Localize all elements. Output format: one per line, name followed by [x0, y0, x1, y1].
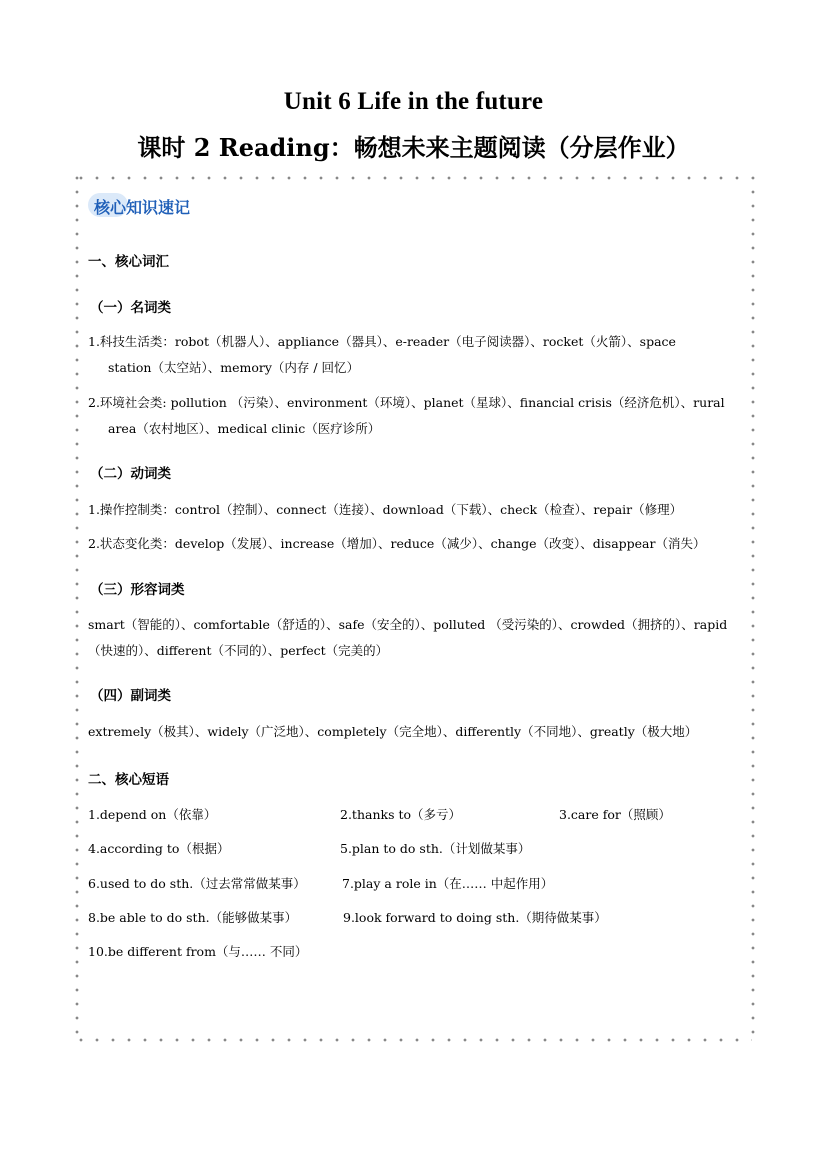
phrase-item: 7.play a role in（在…… 中起作用）	[342, 876, 554, 891]
phrase-item: 6.used to do sth.（过去常常做某事）	[88, 876, 306, 891]
nouns-heading: （一）名词类	[90, 300, 171, 316]
phrase-item: 5.plan to do sth.（计划做某事）	[340, 841, 531, 856]
nouns-item-2	[88, 390, 746, 442]
adv-list: extremely（极其）、widely（广泛地）、completely（完全地）、differently（不同地）、greatly（极大地）	[88, 724, 698, 739]
box-border-left	[74, 175, 80, 1043]
phrase-item: 4.according to（根据）	[88, 841, 230, 856]
vocab-heading: 一、核心词汇	[88, 254, 169, 270]
title-line-2: 课时 2 Reading：畅想未来主题阅读（分层作业）	[137, 133, 690, 162]
section-badge	[86, 191, 206, 219]
phrase-item: 3.care for（照顾）	[559, 807, 671, 822]
adj-list-line-b: （快速的）、different（不同的）、perfect（完美的）	[88, 643, 389, 658]
box-border-top	[78, 175, 752, 181]
box-border-bottom	[78, 1037, 752, 1043]
nouns-item-1-line-a: 1.科技生活类：robot（机器人）、appliance（器具）、e-reader（电子阅读器）、rocket（火箭）、space	[88, 334, 676, 349]
phrase-item: 8.be able to do sth.（能够做某事）	[88, 910, 298, 925]
adj-heading: （三）形容词类	[90, 582, 185, 598]
badge-label: 核心知识速记	[94, 198, 191, 217]
nouns-item-1	[88, 329, 746, 381]
verbs-heading: （二）动词类	[90, 466, 171, 482]
phrase-item: 1.depend on（依靠）	[88, 807, 217, 822]
title-line-1: Unit 6 Life in the future	[283, 88, 544, 115]
nouns-item-2-line-b: area（农村地区）、medical clinic（医疗诊所）	[108, 421, 381, 436]
adj-list-line-a: smart（智能的）、comfortable（舒适的）、safe（安全的）、polluted （受污染的）、crowded（拥挤的）、rapid	[88, 617, 728, 632]
box-border-right	[750, 175, 756, 1043]
phrase-item: 9.look forward to doing sth.（期待做某事）	[343, 910, 607, 925]
nouns-item-2-line-a: 2.环境社会类: pollution （污染）、environment（环境）、planet（星球）、financial crisis（经济危机）、rural	[88, 395, 725, 410]
phrase-item: 10.be different from（与…… 不同）	[88, 944, 308, 959]
adj-list	[88, 612, 746, 664]
verbs-item-1: 1.操作控制类：control（控制）、connect（连接）、download（下载）、check（检查）、repair（修理）	[88, 502, 683, 517]
phrase-heading: 二、核心短语	[88, 772, 169, 788]
knowledge-box	[78, 175, 752, 1043]
verbs-item-2: 2.状态变化类：develop（发展）、increase（增加）、reduce（减少）、change（改变）、disappear（消失）	[88, 536, 706, 551]
phrase-item: 2.thanks to（多亏）	[340, 807, 462, 822]
nouns-item-1-line-b: station（太空站）、memory（内存 / 回忆）	[108, 360, 360, 375]
adv-heading: （四）副词类	[90, 688, 171, 704]
